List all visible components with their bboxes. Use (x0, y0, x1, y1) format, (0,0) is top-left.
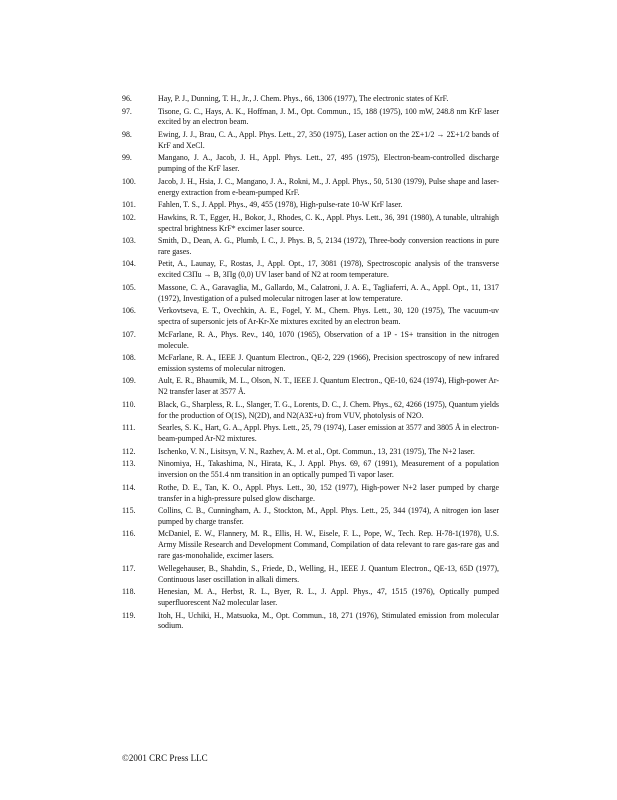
reference-text: McFarlane, R. A., Phys. Rev., 140, 1070 (1965), Observation of a 1P - 1S+ transition in the nitrogen molecule. (158, 329, 499, 350)
reference-text: Hawkins, R. T., Egger, H., Bokor, J., Rhodes, C. K., Appl. Phys. Lett., 36, 391 (1980), A tunable, ultrahigh spectral brightness KrF* excimer laser source. (158, 212, 499, 233)
reference-item (122, 213, 499, 235)
reference-number: 98. (122, 129, 132, 139)
reference-number: 100. (122, 176, 136, 186)
reference-number: 103. (122, 236, 136, 246)
reference-text: Verkovtseva, E. T., Ovechkin, A. E., Fogel, Y. M., Chem. Phys. Lett., 30, 120 (1975), The vacuum-uv spectra of supersonic jets of Ar-Kr-Xe mixtures excited by an electron beam. (158, 306, 499, 327)
reference-item (122, 506, 499, 528)
reference-text: McDaniel, E. W., Flannery, M. R., Ellis, H. W., Eisele, F. L., Pope, W., Tech. Rep. H-78-1(1978), U.S. Army Missile Research and Development Command, Compilation of data relevant to rare gas-rare gas and rare gas-monohalide, excimer lasers. (158, 529, 499, 561)
reference-number: 118. (122, 587, 136, 597)
reference-item (122, 236, 499, 258)
reference-item (122, 459, 499, 481)
reference-item (122, 283, 499, 305)
reference-item (122, 306, 499, 328)
reference-text: Black, G., Sharpless, R. L., Slanger, T. G., Lorents, D. C., J. Chem. Phys., 62, 4266 (1975), Quantum yields for the production of O(1S), N(2D), and N2(A3Σ+u) from VUV, photolysis of N2O. (158, 399, 499, 420)
reference-item (122, 529, 499, 562)
reference-number: 101. (122, 200, 136, 210)
reference-text: Ischenko, V. N., Lisitsyn, V. N., Razhev, A. M. et al., Opt. Commun., 13, 231 (1975), The N+2 laser. (158, 446, 475, 456)
reference-item (122, 400, 499, 422)
reference-number: 113. (122, 459, 136, 469)
reference-text: Jacob, J. H., Hsia, J. C., Mangano, J. A., Rokni, M., J. Appl. Phys., 50, 5130 (1979), Pulse shape and laser-energy extraction from e-beam-pumped KrF. (158, 176, 499, 197)
reference-text: Henesian, M. A., Herbst, R. L., Byer, R. L., J. Appl. Phys., 47, 1515 (1976), Optically pumped superfluorescent Na2 molecular laser. (158, 587, 499, 608)
reference-text: Tisone, G. C., Hays, A. K., Hoffman, J. M., Opt. Commun., 15, 188 (1975), 100 mW, 248.8 nm KrF laser excited by an electron beam. (158, 106, 499, 127)
reference-number: 106. (122, 306, 136, 316)
reference-item (122, 107, 499, 129)
reference-text: Itoh, H., Uchiki, H., Matsuoka, M., Opt. Commun., 18, 271 (1976), Stimulated emission from molecular sodium. (158, 610, 499, 631)
reference-item (122, 259, 499, 281)
reference-text: Mangano, J. A., Jacob, J. H., Appl. Phys. Lett., 27, 495 (1975), Electron-beam-controlled discharge pumping of the KrF laser. (158, 153, 499, 174)
reference-text: Ault, E. R., Bhaumik, M. L., Olson, N. T., IEEE J. Quantum Electron., QE-10, 624 (1974), High-power Ar-N2 transfer laser at 3577 Å. (158, 376, 499, 397)
reference-number: 116. (122, 529, 136, 539)
reference-text: Hay, P. J., Dunning, T. H., Jr., J. Chem. Phys., 66, 1306 (1977), The electronic states of KrF. (158, 94, 449, 103)
reference-item (122, 447, 499, 458)
reference-number: 104. (122, 259, 136, 269)
reference-text: Ninomiya, H., Takashima, N., Hirata, K., J. Appl. Phys. 69, 67 (1991), Measurement of a population inversion on the 551.4 nm transition in an optically pumped Ti vapor laser. (158, 459, 499, 480)
reference-number: 96. (122, 94, 132, 103)
reference-item (122, 376, 499, 398)
reference-text: McFarlane, R. A., IEEE J. Quantum Electron., QE-2, 229 (1966), Precision spectroscopy of new infrared emission systems of molecular nitrogen. (158, 353, 499, 373)
reference-item (122, 153, 499, 175)
reference-number: 102. (122, 212, 136, 222)
reference-number: 110. (122, 399, 136, 409)
reference-number: 109. (122, 376, 136, 386)
reference-item (122, 94, 499, 105)
reference-text: Ewing, J. J., Brau, C. A., Appl. Phys. Lett., 27, 350 (1975), Laser action on the 2Σ+1/2 → 2Σ+1/2 bands of KrF and XeCl. (158, 129, 499, 150)
reference-item (122, 200, 499, 211)
reference-item (122, 177, 499, 199)
reference-text: Wellegehauser, B., Shahdin, S., Friede, D., Welling, H., IEEE J. Quantum Electron., QE-13, 65D (1977), Continuous laser oscillation in alkali dimers. (158, 563, 499, 584)
reference-number: 97. (122, 106, 132, 116)
reference-number: 117. (122, 563, 136, 573)
reference-text: Petit, A., Launay, F., Rostas, J., Appl. Opt., 17, 3081 (1978), Spectroscopic analysis of the transverse excited C3Πu → B, 3Πg (0,0) UV laser band of N2 at room temperature. (158, 259, 499, 280)
reference-number: 119. (122, 610, 136, 620)
reference-list (122, 94, 499, 634)
reference-item (122, 423, 499, 445)
reference-number: 115. (122, 506, 136, 515)
reference-item (122, 564, 499, 586)
reference-number: 99. (122, 153, 132, 163)
reference-number: 112. (122, 446, 136, 456)
reference-item (122, 353, 499, 375)
reference-number: 114. (122, 482, 136, 492)
reference-number: 108. (122, 353, 136, 363)
reference-item (122, 587, 499, 609)
reference-number: 107. (122, 329, 136, 339)
reference-item (122, 483, 499, 505)
reference-text: Rothe, D. E., Tan, K. O., Appl. Phys. Lett., 30, 152 (1977), High-power N+2 laser pumped by charge transfer in a high-pressure pulsed glow discharge. (158, 482, 499, 503)
reference-text: Smith, D., Dean, A. G., Plumb, I. C., J. Phys. B, 5, 2134 (1972), Three-body conversion reactions in pure rare gases. (158, 236, 499, 256)
reference-text: Massone, C. A., Garavaglia, M., Gallardo, M., Calatroni, J. A. E., Tagliaferri, A. A., Appl. Opt., 11, 1317 (1972), Investigation of a pulsed molecular nitrogen laser at low temperature. (158, 282, 499, 303)
reference-text: Collins, C. B., Cunningham, A. J., Stockton, M., Appl. Phys. Lett., 25, 344 (1974), A nitrogen ion laser pumped by charge transfer. (158, 506, 499, 526)
reference-item (122, 611, 499, 633)
reference-item (122, 330, 499, 352)
reference-item (122, 130, 499, 152)
reference-number: 105. (122, 282, 136, 292)
copyright-footer: ©2001 CRC Press LLC (122, 753, 208, 763)
reference-text: Fahlen, T. S., J. Appl. Phys., 49, 455 (1978), High-pulse-rate 10-W KrF laser. (158, 200, 403, 210)
reference-number: 111. (122, 423, 136, 433)
reference-text: Searles, S. K., Hart, G. A., Appl. Phys. Lett., 25, 79 (1974), Laser emission at 3577 and 3805 Å in electron-beam-pumped Ar-N2 mixtures. (158, 423, 499, 444)
